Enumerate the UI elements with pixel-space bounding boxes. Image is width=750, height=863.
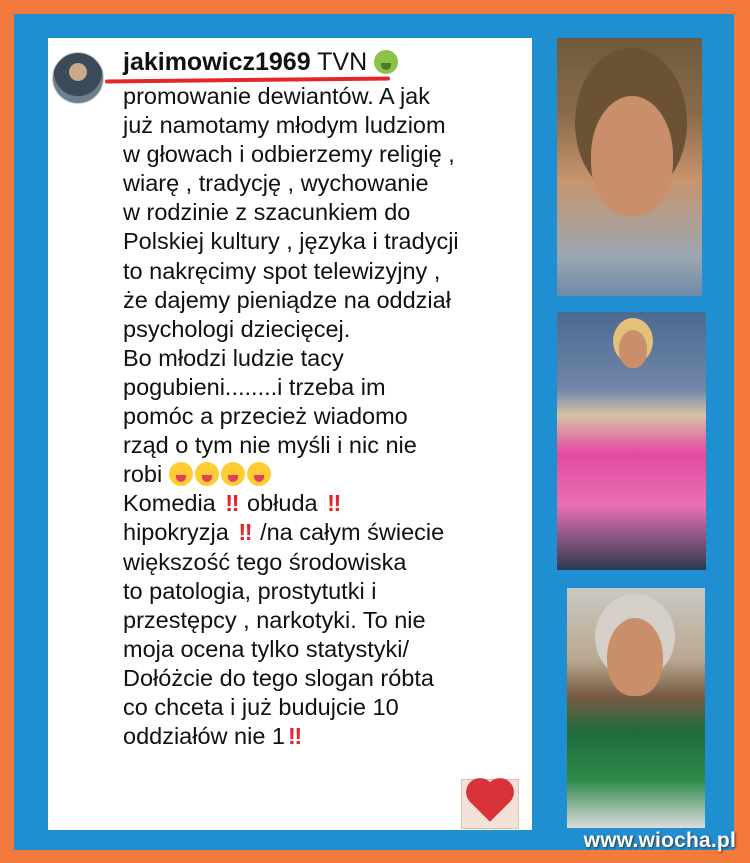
hipokryzja-text: hipokryzja (123, 519, 229, 546)
post-body (123, 82, 523, 751)
body-line: rząd o tym nie myśli i nic nie (123, 432, 417, 459)
double-exclamation-icon: ‼ (327, 490, 340, 517)
komedia-text: Komedia (123, 490, 216, 517)
body-line: większość tego środowiska (123, 548, 407, 575)
body-line-robi (123, 460, 523, 489)
face-shape (619, 330, 647, 368)
obluda-text: obłuda (247, 490, 318, 517)
body-line-hipokryzja (123, 518, 523, 547)
body-line: psychologi dziecięcej. (123, 315, 351, 342)
swiecie-text: /na całym świecie (260, 519, 445, 546)
tongue-face-emoji-icon (247, 462, 271, 486)
body-line: Polskiej kultury , języka i tradycji (123, 228, 459, 255)
sick-face-emoji-icon (374, 50, 398, 74)
photo-portrait-closeup (557, 38, 702, 296)
username[interactable]: jakimowicz1969 (123, 48, 311, 76)
body-line: w głowach i odbierzemy religię , (123, 141, 455, 168)
body-line: w rodzinie z szacunkiem do (123, 199, 411, 226)
body-line: co chceta i już budujcie 10 (123, 693, 399, 720)
last-line-text: oddziałów nie 1 (123, 723, 285, 750)
body-line: wiarę , tradycję , wychowanie (123, 170, 429, 197)
heart-badge-icon (461, 779, 519, 829)
avatar[interactable] (52, 52, 104, 104)
double-exclamation-icon: ‼ (225, 490, 238, 517)
body-line: promowanie dewiantów. A jak (123, 83, 430, 109)
body-line: Dołóżcie do tego slogan róbta (123, 664, 434, 691)
body-line: moja ocena tylko statystyki/ (123, 635, 410, 662)
body-line: pogubieni........i trzeba im (123, 373, 386, 400)
body-line-last (123, 722, 523, 751)
body-line: że dajemy pieniądze na oddział (123, 286, 451, 313)
photo-green-jacket (567, 588, 705, 828)
body-line: już namotamy młodym ludziom (123, 112, 446, 139)
tongue-face-emoji-icon (169, 462, 193, 486)
body-line: Bo młodzi ludzie tacy (123, 344, 344, 371)
post-header (123, 48, 400, 77)
double-exclamation-icon: ‼ (238, 519, 251, 546)
body-line: to patologia, prostytutki i (123, 577, 377, 604)
tongue-face-emoji-icon (195, 462, 219, 486)
face-shape (607, 618, 663, 696)
photo-pink-shirt (557, 312, 706, 570)
body-line: przestępcy , narkotyki. To nie (123, 606, 426, 633)
watermark: www.wiocha.pl (583, 829, 736, 852)
face-shape (591, 96, 673, 216)
header-text: TVN (310, 48, 368, 76)
body-line: to nakręcimy spot telewizyjny , (123, 257, 441, 284)
body-line: pomóc a przecież wiadomo (123, 403, 408, 430)
double-exclamation-icon: ‼ (288, 723, 301, 750)
tongue-face-emoji-icon (221, 462, 245, 486)
body-line-komedia (123, 489, 523, 518)
robi-text: robi (123, 461, 163, 488)
heart-icon (470, 782, 510, 822)
